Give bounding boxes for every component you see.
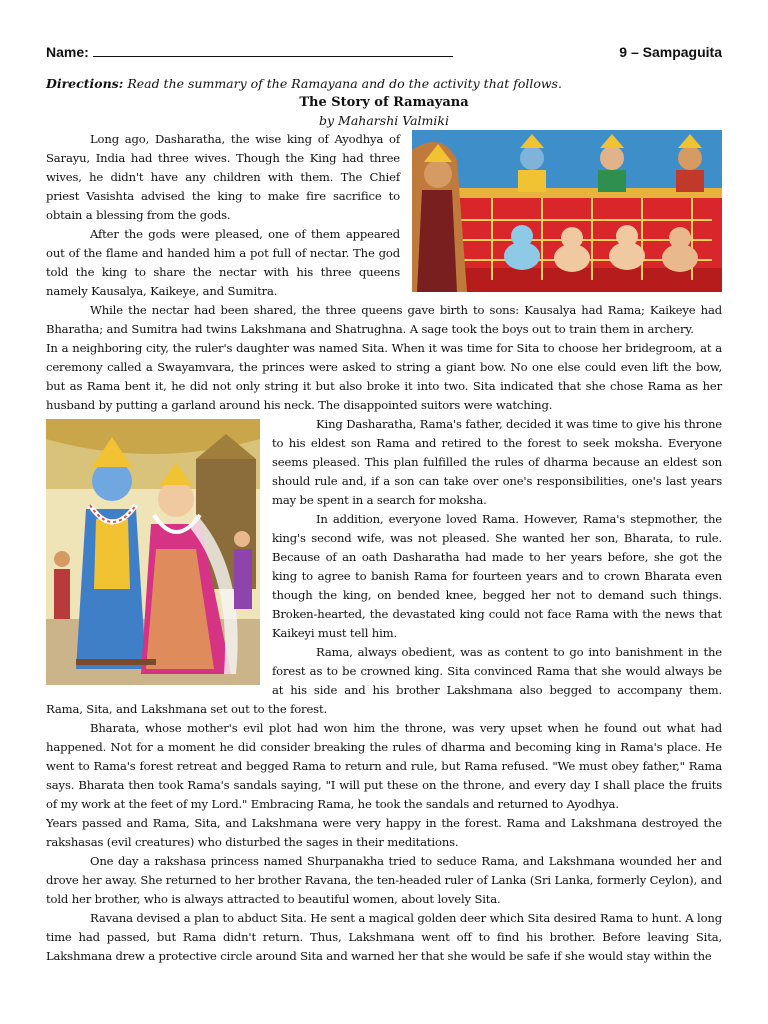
directions xyxy=(46,76,722,92)
directions-text: Read the summary of the Ramayana and do the activity that follows. xyxy=(123,76,562,91)
paragraph-7: Rama, always obedient, was as content to go into banishment in the forest as to be crowned king. Sita convinced Rama that she would always be at his side and his brother Lakshmana also begged to accompany them. Rama, Sita, and Lakshmana set out to the forest. xyxy=(46,645,722,716)
story-byline: by Maharshi Valmiki xyxy=(319,113,449,128)
name-field xyxy=(46,44,453,60)
paragraph-1: Long ago, Dasharatha, the wise king of Ayodhya of Sarayu, India had three wives. Though the King had three wives, he didn't have any children with them. The Chief priest Vasishta advised the king to make fire sacrifice to obtain a blessing from the gods. xyxy=(46,132,400,222)
paragraph-10: One day a rakshasa princess named Shurpanakha tried to seduce Rama, and Lakshmana wounded her and drove her away. She returned to her brother Ravana, the ten-headed ruler of Lanka (Sri Lanka, formerly Ceylon), and told her brother, who is always attracted to beautiful women, about lovely Sita. xyxy=(46,854,722,906)
royal-court-illustration xyxy=(412,130,722,292)
royal-court-illustration-icon xyxy=(412,130,722,292)
paragraph-5: King Dasharatha, Rama's father, decided it was time to give his throne to his eldest son Rama and retired to the forest to seek moksha. Everyone seems pleased. This plan fulfilled the rules of dharma because an eldest son should rule and, if a son can take over one's responsibilities, one's last years may be spent in a search for moksha. xyxy=(272,417,722,507)
paragraph-2: After the gods were pleased, one of them appeared out of the flame and handed him a pot full of nectar. The god told the king to share the nectar with his three queens namely Kausalya, Kaikeye, and Sumitra. xyxy=(46,227,400,298)
paragraph-8: Bharata, whose mother's evil plot had won him the throne, was very upset when he found out what had happened. Not for a moment he did consider breaking the rules of dharma and becoming king in Rama's place. He went to Rama's forest retreat and begged Rama to return and rule, but Rama refused. "We must obey father," Rama says. Bharata then took Rama's sandals saying, "I will put these on the throne, and every day I shall place the fruits of my work at the feet of my Lord." Embracing Rama, he took the sandals and returned to Ayodhya. xyxy=(46,721,722,811)
story-body xyxy=(46,130,722,966)
name-label: Name: xyxy=(46,44,89,60)
worksheet-page xyxy=(46,44,722,966)
paragraph-3: While the nectar had been shared, the three queens gave birth to sons: Kausalya had Rama; Kaikeye had Bharatha; and Sumitra had twins Lakshmana and Shatrughna. A sage took the boys out to train them in archery. xyxy=(46,303,722,336)
section-label: 9 – Sampaguita xyxy=(619,44,722,60)
paragraph-9: Years passed and Rama, Sita, and Lakshmana were very happy in the forest. Rama and Lakshmana destroyed the rakshasas (evil creatures) who disturbed the sages in their meditations. xyxy=(46,816,722,849)
paragraph-11: Ravana devised a plan to abduct Sita. He sent a magical golden deer which Sita desired Rama to hunt. A long time had passed, but Rama didn't return. Thus, Lakshmana went off to find his brother. Before leaving Sita, Lakshmana drew a protective circle around Sita and warned her that she would be safe if she would stay within the xyxy=(46,911,722,963)
header-row xyxy=(46,44,722,66)
directions-label: Directions: xyxy=(46,76,124,91)
rama-sita-wedding-illustration xyxy=(46,419,260,685)
story-title: The Story of Ramayana xyxy=(299,95,469,110)
paragraph-6: In addition, everyone loved Rama. However, Rama's stepmother, the king's second wife, was not pleased. She wanted her son, Bharata, to rule. Because of an oath Dasharatha had made to her years before, she got the king to agree to banish Rama for fourteen years and to crown Bharata even though the king, on bended knee, begged her not to demand such things. Broken-hearted, the devastated king could not face Rama with the news that Kaikeyi must tell him. xyxy=(272,512,722,640)
paragraph-4: In a neighboring city, the ruler's daughter was named Sita. When it was time for Sita to choose her bridegroom, at a ceremony called a Swayamvara, the princes were asked to string a giant bow. No one else could even lift the bow, but as Rama bent it, he did not only string it but also broke it into two. Sita indicated that she chose Rama as her husband by putting a garland around his neck. The disappointed suitors were watching. xyxy=(46,341,722,412)
rama-sita-wedding-illustration-icon xyxy=(46,419,260,685)
name-blank-line xyxy=(93,44,453,57)
